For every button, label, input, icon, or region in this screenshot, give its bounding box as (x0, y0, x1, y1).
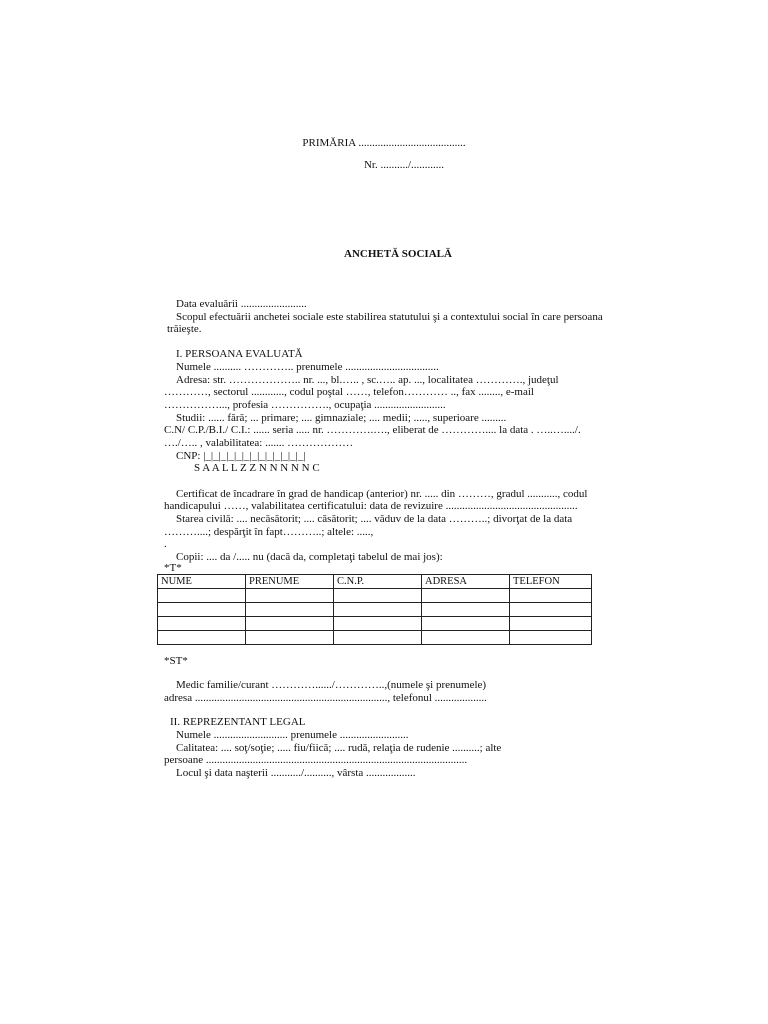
document-title: ANCHETĂ SOCIALĂ (344, 248, 452, 260)
table-cell[interactable] (246, 603, 334, 617)
copii-line: Copii: .... da /..... nu (dacă da, completaţi tabelul de mai jos): (176, 551, 443, 563)
copii-table (157, 574, 592, 645)
calitatea-line-2: persoane ............................................................................................... (164, 754, 468, 766)
table-header-nume: NUME (158, 575, 246, 589)
table-cell[interactable] (158, 603, 246, 617)
certificat-line-2: handicapului ……, valabilitatea certificatului: data de revizuire ................................................ (164, 500, 578, 512)
cnp-legend: S A A L L Z Z N N N N N C (194, 462, 320, 474)
table-row (158, 589, 592, 603)
act-identitate-line: C.N/ C.P./B.I./ C.I.: ...... seria ..... nr. ………….…., eliberat de ………….... la data . …..…..../. (164, 424, 581, 436)
stare-civila-line-1: Starea civilă: .... necăsătorit; .... căsătorit; .... văduv de la data ………..; divorţat de la data (176, 513, 573, 525)
calitatea-line-1: Calitatea: .... soţ/soţie; ..... fiu/fiică; .... rudă, relaţia de rudenie ..........; alte (176, 742, 502, 754)
t-marker: *T* (164, 562, 182, 574)
section-1-heading: I. PERSOANA EVALUATĂ (176, 348, 303, 360)
table-cell[interactable] (158, 631, 246, 645)
cnp-line: CNP: |_|_|_|_|_|_|_|_|_|_|_|_|_| (176, 450, 306, 462)
valabilitate-line: …./….. , valabilitatea: ....... ……………… (164, 437, 354, 449)
table-row (158, 617, 592, 631)
nr-line: Nr. ........../............ (363, 159, 445, 171)
section-2-heading: II. REPREZENTANT LEGAL (170, 716, 306, 728)
stare-civila-line-2: ………....; despărţit în fapt………..; altele: ....., (164, 526, 374, 538)
table-cell[interactable] (334, 603, 422, 617)
table-cell[interactable] (334, 589, 422, 603)
table-header-prenume: PRENUME (246, 575, 334, 589)
table-cell[interactable] (246, 617, 334, 631)
table-cell[interactable] (334, 617, 422, 631)
table-cell[interactable] (158, 617, 246, 631)
profesia-line: ……………..., profesia ……………., ocupaţia .......................... (164, 399, 446, 411)
table-cell[interactable] (510, 631, 592, 645)
data-evaluarii: Data evaluării ........................ (176, 298, 307, 310)
table-cell[interactable] (334, 631, 422, 645)
numele-line: Numele .......... ………….. prenumele .................................. (176, 361, 439, 373)
locul-nasterii-line: Locul şi data naşterii .........../.........., vârsta .................. (176, 767, 416, 779)
adresa-line-2: …………, sectorul ............, codul poştal ……, telefon………… .., fax ........, e-mail (164, 386, 534, 398)
medic-line-2: adresa ......................................................................, telefonul ................... (164, 692, 487, 704)
table-header-cnp: C.N.P. (334, 575, 422, 589)
scop-line-1: Scopul efectuării anchetei sociale este stabilirea statutului şi a contextului social în care persoana (176, 311, 603, 323)
table-cell[interactable] (510, 617, 592, 631)
certificat-line-1: Certificat de încadrare în grad de handicap (anterior) nr. ..... din ………, gradul ..........., codul (176, 488, 588, 500)
table-header-row (158, 575, 592, 589)
dot-line: . (164, 538, 167, 550)
table-cell[interactable] (422, 631, 510, 645)
table-row (158, 631, 592, 645)
table-cell[interactable] (246, 589, 334, 603)
studii-line: Studii: ...... fără; ... primare; .... gimnaziale; .... medii; ....., superioare ......... (176, 412, 507, 424)
table-cell[interactable] (422, 603, 510, 617)
st-marker: *ST* (164, 655, 188, 667)
table-cell[interactable] (510, 589, 592, 603)
table-cell[interactable] (422, 617, 510, 631)
table-header-telefon: TELEFON (510, 575, 592, 589)
primaria-line: PRIMĂRIA ....................................... (302, 137, 466, 149)
adresa-line-1: Adresa: str. ……………….. nr. ..., bl.….. , sc.….. ap. ..., localitatea …………., judeţul (176, 374, 559, 386)
table-cell[interactable] (510, 603, 592, 617)
table-cell[interactable] (422, 589, 510, 603)
table-cell[interactable] (246, 631, 334, 645)
scop-line-2: trăieşte. (167, 323, 202, 335)
table-row (158, 603, 592, 617)
medic-line-1: Medic familie/curant …………....../…………..,(numele şi prenumele) (176, 679, 487, 691)
table-header-adresa: ADRESA (422, 575, 510, 589)
reprezentant-numele-line: Numele ........................... prenumele ......................... (176, 729, 409, 741)
table-cell[interactable] (158, 589, 246, 603)
